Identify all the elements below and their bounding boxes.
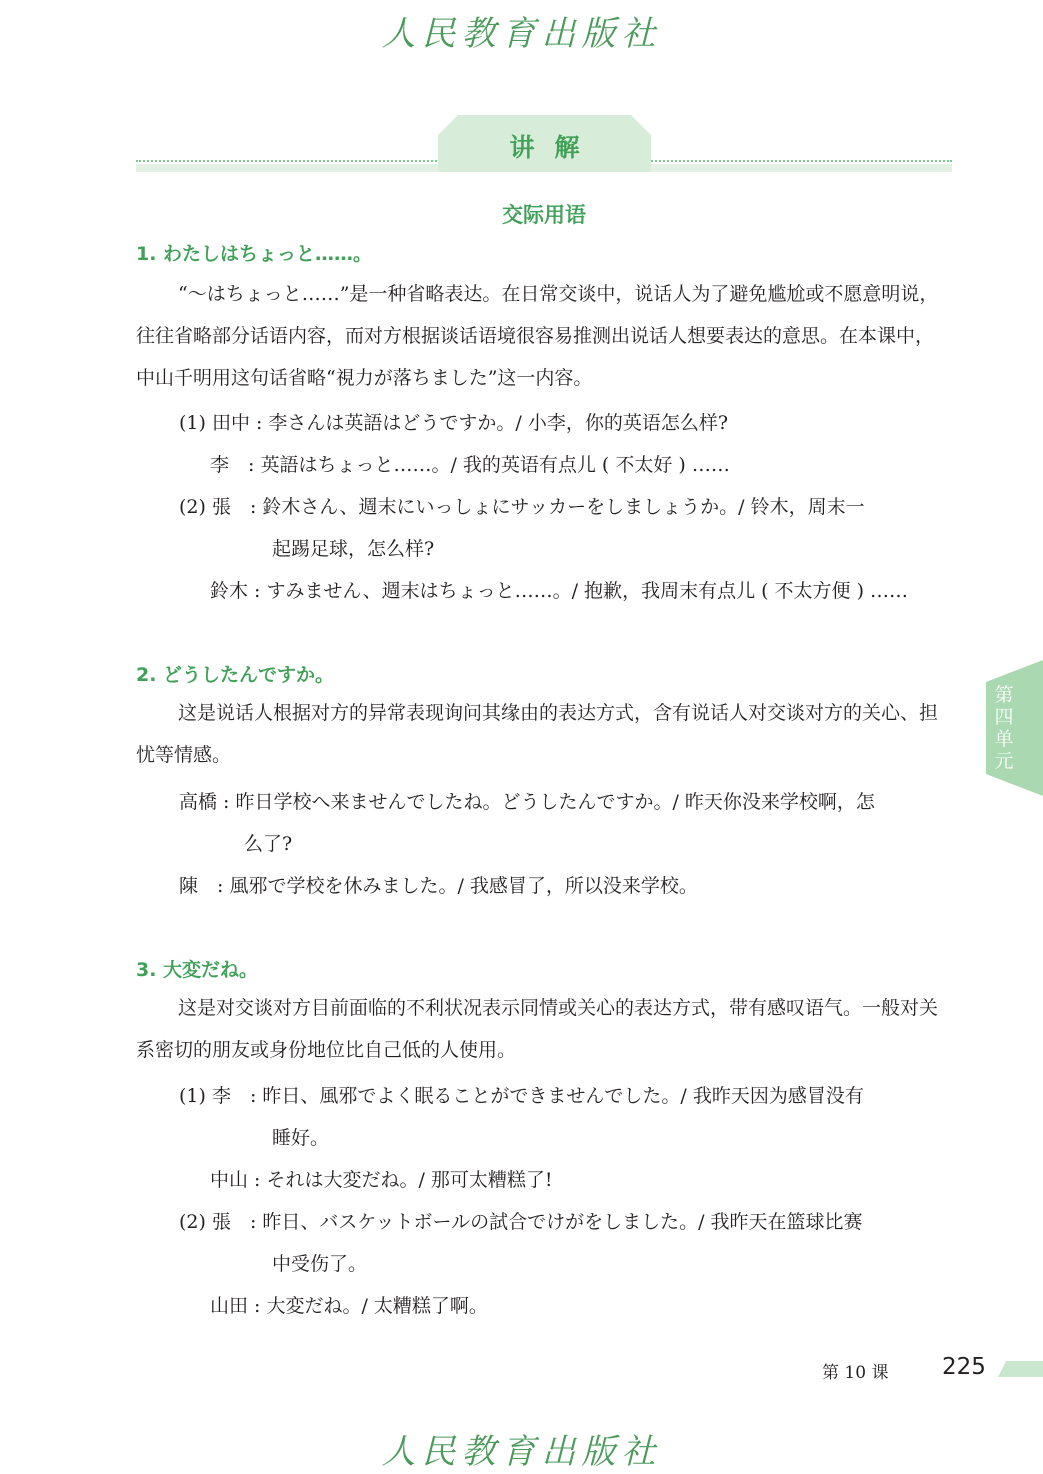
example-line: 睡好。 xyxy=(272,1127,330,1149)
example-line: 李 : 英語はちょっと……。/ 我的英语有点儿 ( 不太好 ) …… xyxy=(210,454,730,476)
example-line: 鈴木 : すみません、週末はちょっと……。/ 抱歉，我周末有点儿 ( 不太方便 ) …… xyxy=(210,580,909,602)
subtitle: 交际用语 xyxy=(502,203,586,227)
example-line: 陳 : 風邪で学校を休みました。/ 我感冒了，所以没来学校。 xyxy=(179,875,698,897)
section-1-title: 1. わたしはちょっと……。 xyxy=(136,243,373,265)
example-line: 高橋 : 昨日学校へ来ませんでしたね。どうしたんですか。/ 昨天你没来学校啊，怎 xyxy=(179,791,875,813)
section-1-paragraph: “～はちょっと……”是一种省略表达。在日常交谈中，说话人为了避免尴尬或不愿意明说，往往省略部分话语内容，而对方根据谈话语境很容易推测出说话人想要表达的意思。在本课中，中山千明用这句话省略“視力が落ちました”这一内容。 xyxy=(136,283,939,389)
example-line: 山田 : 大変だね。/ 太糟糕了啊。 xyxy=(210,1295,488,1317)
example-line: 中山 : それは大変だね。/ 那可太糟糕了! xyxy=(210,1169,553,1191)
publisher-logo: 人民教育出版社 xyxy=(381,14,662,54)
page-number: 225 xyxy=(942,1354,986,1380)
section-3-title: 3. 大変だね。 xyxy=(136,959,259,981)
section-2-title: 2. どうしたんですか。 xyxy=(136,664,335,686)
example-line: 起踢足球，怎么样? xyxy=(272,538,435,560)
footer-accent-bar xyxy=(998,1361,1043,1377)
section-3-paragraph: 这是对交谈对方目前面临的不利状况表示同情或关心的表达方式，带有感叹语气。一般对关系密切的朋友或身份地位比自己低的人使用。 xyxy=(136,997,939,1061)
example-line: (1) 田中 : 李さんは英語はどうですか。/ 小李，你的英语怎么样? xyxy=(179,412,729,434)
publisher-logo-bottom: 人民教育出版社 xyxy=(381,1432,662,1472)
example-line: 中受伤了。 xyxy=(272,1253,368,1275)
example-line: (1) 李 : 昨日、風邪でよく眠ることができませんでした。/ 我昨天因为感冒没有 xyxy=(179,1085,864,1107)
section-2-paragraph: 这是说话人根据对方的异常表现询问其缘由的表达方式，含有说话人对交谈对方的关心、担忧等情感。 xyxy=(136,702,939,766)
example-line: (2) 張 : 鈴木さん、週末にいっしょにサッカーをしましょうか。/ 铃木，周末一 xyxy=(179,496,865,518)
lesson-label: 第 10 课 xyxy=(822,1363,889,1383)
section-heading: 讲解 xyxy=(509,133,600,162)
example-line: (2) 張 : 昨日、バスケットボールの試合でけがをしました。/ 我昨天在篮球比赛 xyxy=(179,1211,863,1233)
unit-side-label: 第 四 单 元 xyxy=(994,684,1014,772)
example-line: 么了? xyxy=(244,833,293,855)
